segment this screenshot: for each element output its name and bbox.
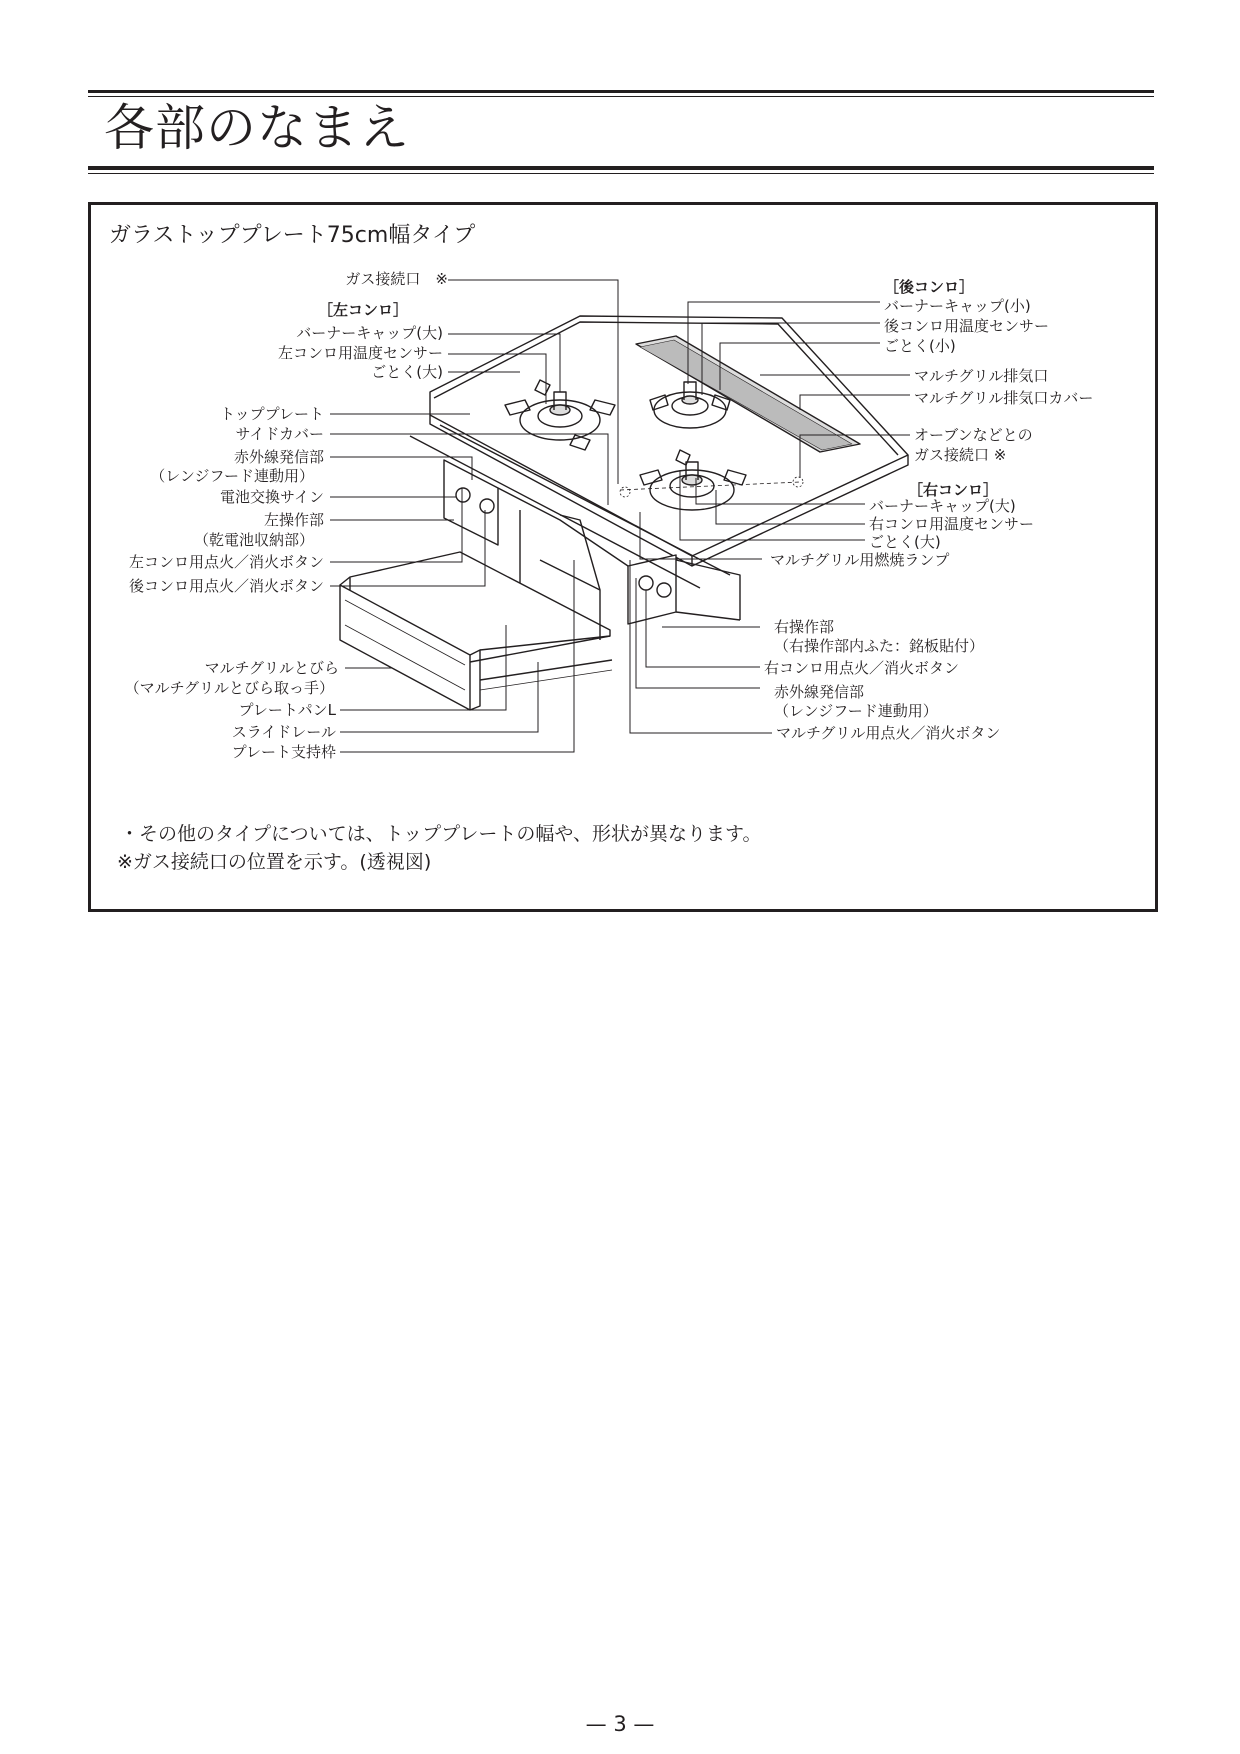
label-left-burner-header: ［左コンロ］	[317, 301, 408, 319]
label-slide-rail: スライドレール	[231, 723, 336, 741]
label-left-ignition-button: 左コンロ用点火／消火ボタン	[128, 553, 324, 571]
label-left-control: 左操作部	[263, 511, 324, 529]
label-left-control-sub: （乾電池収納部）	[193, 531, 314, 549]
label-oven-gas-connection-sub: ガス接続口 ※	[914, 446, 1007, 464]
label-rear-burner-header: ［後コンロ］	[884, 278, 975, 296]
label-right-control-sub: （右操作部内ふた：銘板貼付）	[774, 637, 985, 655]
note-other-types: ・その他のタイプについては、トッププレートの幅や、形状が異なります。	[120, 823, 762, 845]
label-left-trivet: ごとく(大)	[371, 363, 443, 381]
label-top-plate: トッププレート	[220, 405, 324, 423]
label-grill-ignition-button: マルチグリル用点火／消火ボタン	[776, 724, 1001, 742]
label-grill-lamp: マルチグリル用燃焼ランプ	[770, 551, 950, 569]
label-right-control: 右操作部	[774, 618, 835, 636]
label-ir-transmitter-right-sub: （レンジフード連動用）	[774, 702, 938, 720]
label-right-burner-cap: バーナーキャップ(大)	[869, 497, 1016, 515]
label-rear-ignition-button: 後コンロ用点火／消火ボタン	[128, 577, 324, 595]
label-grill-exhaust-cover: マルチグリル排気口カバー	[914, 389, 1094, 407]
label-grill-exhaust: マルチグリル排気口	[914, 367, 1049, 385]
note-gas-connection: ※ガス接続口の位置を示す。(透視図)	[117, 851, 432, 873]
label-right-temp-sensor: 右コンロ用温度センサー	[869, 515, 1035, 533]
label-ir-transmitter-left: 赤外線発信部	[233, 448, 324, 466]
diagram-subtitle: ガラストッププレート75cm幅タイプ	[109, 223, 476, 248]
page-number: — 3 —	[585, 1712, 655, 1736]
label-left-temp-sensor: 左コンロ用温度センサー	[277, 344, 443, 362]
label-plate-pan: プレートパンL	[238, 701, 336, 719]
label-right-burner-header: ［右コンロ］	[908, 481, 999, 499]
label-plate-support: プレート支持枠	[231, 743, 336, 761]
label-battery-sign: 電池交換サイン	[220, 488, 324, 506]
label-right-ignition-button: 右コンロ用点火／消火ボタン	[764, 659, 960, 677]
page-title: 各部のなまえ	[104, 99, 410, 157]
label-gas-connection: ガス接続口 ※	[345, 270, 448, 288]
label-grill-door: マルチグリルとびら	[204, 659, 339, 677]
label-rear-temp-sensor: 後コンロ用温度センサー	[884, 317, 1050, 335]
label-rear-burner-cap: バーナーキャップ(小)	[884, 297, 1031, 315]
label-rear-trivet: ごとく(小)	[884, 337, 956, 355]
label-grill-door-sub: （マルチグリルとびら取っ手）	[124, 679, 334, 697]
label-left-burner-cap: バーナーキャップ(大)	[296, 324, 443, 342]
label-oven-gas-connection: オーブンなどとの	[914, 426, 1033, 444]
label-right-trivet: ごとく(大)	[869, 533, 941, 551]
label-ir-transmitter-left-sub: （レンジフード連動用）	[150, 467, 314, 485]
label-ir-transmitter-right: 赤外線発信部	[774, 683, 865, 701]
label-side-cover: サイドカバー	[235, 425, 324, 443]
